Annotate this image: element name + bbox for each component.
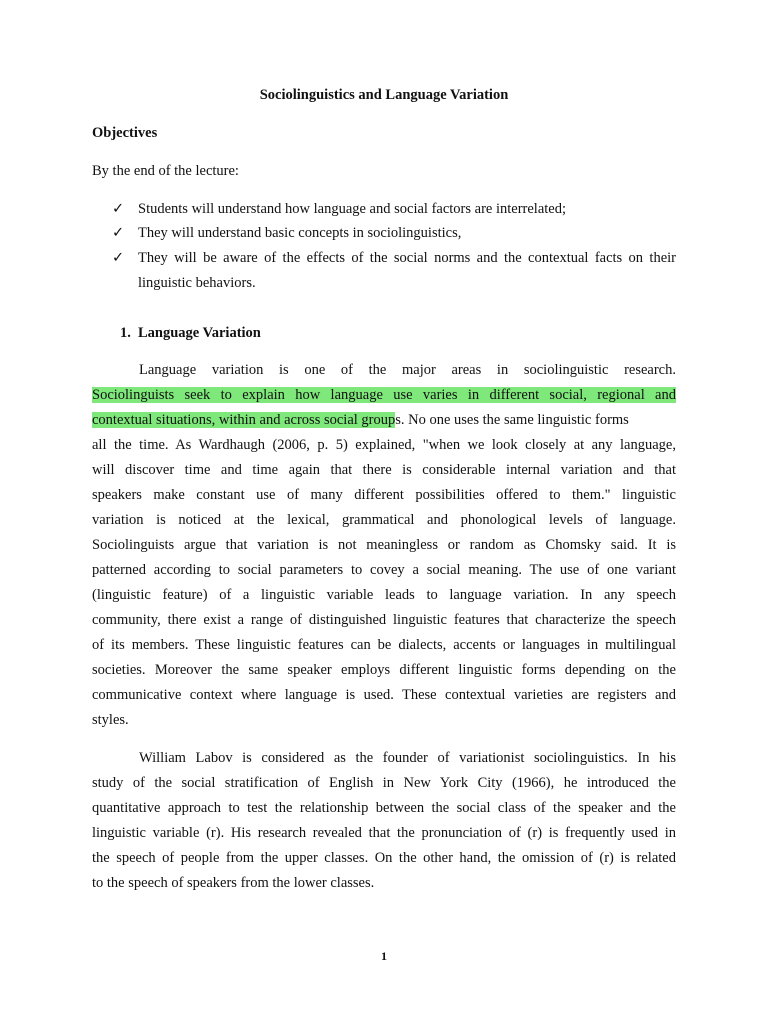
- check-icon: ✓: [112, 250, 125, 266]
- paragraph-line: study of the social stratification of English in New York City (1966), he introduced the: [92, 775, 676, 791]
- paragraph-line: will discover time and time again that there is considerable internal variation and that: [92, 462, 676, 478]
- section-title: Language Variation: [138, 325, 261, 341]
- paragraph-line: variation is noticed at the lexical, grammatical and phonological levels of language.: [92, 512, 676, 528]
- paragraph-line: linguistic variable (r). His research revealed that the pronunciation of (r) is frequently used in: [92, 825, 676, 841]
- bullet-item: They will understand basic concepts in sociolinguistics,: [138, 225, 462, 241]
- paragraph-line: patterned according to social parameters to covey a social meaning. The use of one variant: [92, 562, 676, 578]
- page-number: 1: [381, 949, 387, 963]
- section-number: 1.: [120, 325, 131, 341]
- paragraph-line: speakers make constant use of many different possibilities offered to them." linguistic: [92, 487, 676, 503]
- bullet-item: Students will understand how language and social factors are interrelated;: [138, 201, 567, 217]
- paragraph-text: s. No one uses the same linguistic forms: [395, 412, 629, 428]
- paragraph-line: the speech of people from the upper classes. On the other hand, the omission of (r) is related: [92, 850, 676, 866]
- paragraph-line: Language variation is one of the major areas in sociolinguistic research.: [139, 362, 676, 378]
- document-title: Sociolinguistics and Language Variation: [259, 87, 509, 103]
- paragraph-line: to the speech of speakers from the lower classes.: [92, 875, 375, 891]
- paragraph-line: community, there exist a range of distinguished linguistic features that characterize the speech: [92, 612, 676, 628]
- highlighted-line: [92, 386, 676, 404]
- paragraph-line: Sociolinguists argue that variation is not meaningless or random as Chomsky said. It is: [92, 537, 676, 553]
- paragraph-line: William Labov is considered as the founder of variationist sociolinguistics. In his: [139, 750, 676, 766]
- bullet-item-continuation: linguistic behaviors.: [138, 275, 256, 291]
- paragraph-line: communicative context where language is used. These contextual varieties are registers and: [92, 687, 676, 703]
- highlighted-line: [92, 411, 629, 429]
- paragraph-line: (linguistic feature) of a linguistic variable leads to language variation. In any speech: [92, 587, 676, 603]
- paragraph-line: quantitative approach to test the relationship between the social class of the speaker and the: [92, 800, 676, 816]
- paragraph-line: all the time. As Wardhaugh (2006, p. 5) explained, "when we look closely at any language,: [92, 437, 676, 453]
- intro-text: By the end of the lecture:: [92, 163, 239, 179]
- check-icon: ✓: [112, 225, 125, 241]
- text-highlight: Sociolinguists seek to explain how language use varies in different social, regional and: [92, 387, 676, 403]
- check-icon: ✓: [112, 201, 125, 217]
- bullet-item: They will be aware of the effects of the social norms and the contextual facts on their: [138, 250, 676, 266]
- paragraph-line: styles.: [92, 712, 129, 728]
- objectives-heading: Objectives: [92, 125, 158, 141]
- text-highlight: contextual situations, within and across social group: [92, 412, 396, 428]
- paragraph-line: of its members. These linguistic features can be dialects, accents or languages in multilingual: [92, 637, 676, 653]
- paragraph-line: societies. Moreover the same speaker employs different linguistic forms depending on the: [92, 662, 676, 678]
